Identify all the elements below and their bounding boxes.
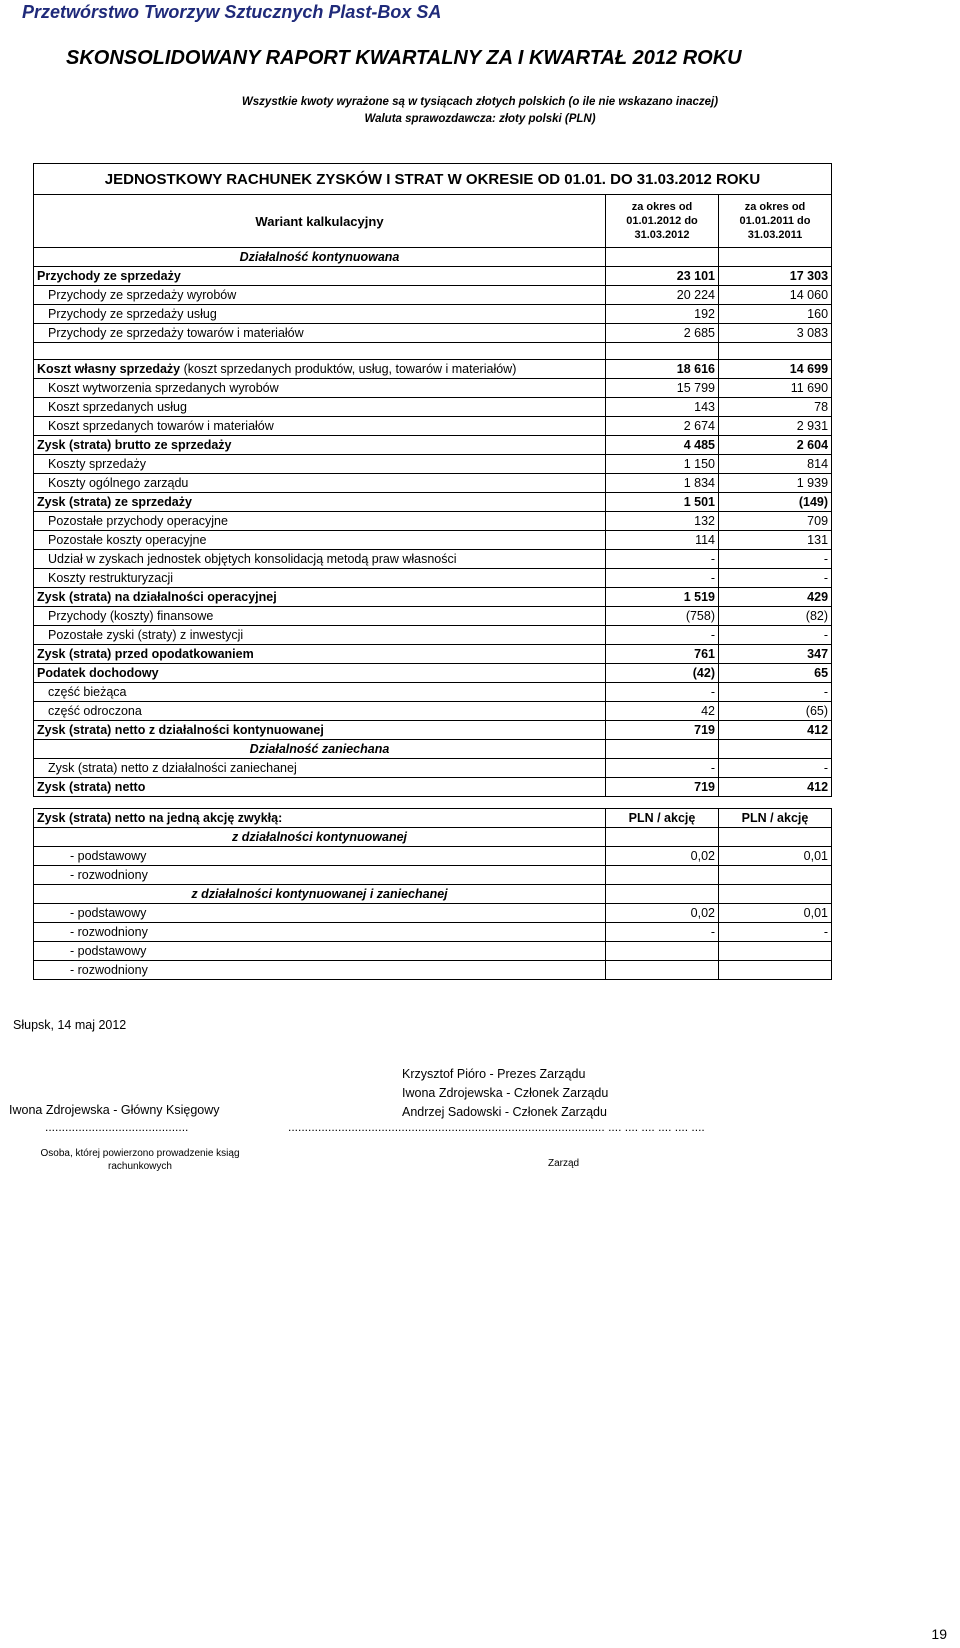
value-2011: 78 [719,398,832,417]
chief-accountant: Iwona Zdrojewska - Główny Księgowy [9,1103,220,1117]
eps-section-continued: z działalności kontynuowanej [34,828,606,847]
value-2011 [719,866,832,885]
board-member: Krzysztof Pióro - Prezes Zarządu [402,1067,586,1081]
value-2011: 412 [719,721,832,740]
value-2011: - [719,626,832,645]
table-row [34,866,832,885]
table-row [34,324,832,343]
value-2011 [719,961,832,980]
reporting-currency-note: Waluta sprawozdawcza: złoty polski (PLN) [364,113,596,125]
table-row [34,379,832,398]
eps-unit-2012: PLN / akcję [606,809,719,828]
row-label: część bieżąca [34,683,606,702]
place-and-date: Słupsk, 14 maj 2012 [13,1018,127,1032]
value-2011: 14 060 [719,286,832,305]
value-2011: - [719,923,832,942]
table-row [34,550,832,569]
value-2012: 2 685 [606,324,719,343]
value-2012 [606,866,719,885]
value-2011: 814 [719,455,832,474]
value-2011: (82) [719,607,832,626]
value-2011: 65 [719,664,832,683]
table-row [34,607,832,626]
table-row [34,417,832,436]
table-row [34,493,832,512]
signature-line-accountant: ........................................... [45,1120,189,1134]
value-2011 [719,942,832,961]
row-label: Koszt sprzedanych towarów i materiałów [34,417,606,436]
caption-board: Zarząd [548,1158,580,1169]
value-2012: 0,02 [606,847,719,866]
value-2012 [606,942,719,961]
value-2011: 14 699 [719,360,832,379]
row-label: Pozostałe koszty operacyjne [34,531,606,550]
value-2012: - [606,569,719,588]
value-2011: 0,01 [719,904,832,923]
value-2012: - [606,683,719,702]
table-row [34,286,832,305]
statement-title: JEDNOSTKOWY RACHUNEK ZYSKÓW I STRAT W OKRESIE OD 01.01. DO 31.03.2012 ROKU [34,164,832,195]
eps-unit-2011: PLN / akcję [719,809,832,828]
value-2011: - [719,683,832,702]
table-row [34,683,832,702]
row-label: Podatek dochodowy [34,664,606,683]
value-2012 [606,961,719,980]
row-label: Przychody ze sprzedaży [34,267,606,286]
value-2012: 114 [606,531,719,550]
row-label: Udział w zyskach jednostek objętych konsolidacją metodą praw własności [34,550,606,569]
section-row [34,885,832,904]
table-row [34,626,832,645]
row-label: Przychody ze sprzedaży usług [34,305,606,324]
row-label: Koszt sprzedanych usług [34,398,606,417]
value-2011: 429 [719,588,832,607]
column-header-2011: za okres od 01.01.2011 do 31.03.2011 [719,195,832,248]
value-2011: - [719,759,832,778]
section-row [34,740,832,759]
value-2012: - [606,626,719,645]
eps-section-total: z działalności kontynuowanej i zaniechanej [34,885,606,904]
value-2012: - [606,923,719,942]
row-label: Pozostałe przychody operacyjne [34,512,606,531]
table-row [34,645,832,664]
row-label: - podstawowy [34,847,606,866]
value-2012: 143 [606,398,719,417]
section-continued-operations: Działalność kontynuowana [34,248,606,267]
value-2012: 132 [606,512,719,531]
value-2012: 761 [606,645,719,664]
table-row [34,360,832,379]
board-members [402,1065,608,1122]
row-label: Koszty sprzedaży [34,455,606,474]
section-discontinued-operations: Działalność zaniechana [34,740,606,759]
currency-note: Wszystkie kwoty wyrażone są w tysiącach złotych polskich (o ile nie wskazano inaczej) [241,96,719,108]
row-label: Przychody (koszty) finansowe [34,607,606,626]
row-label: Pozostałe zyski (straty) z inwestycji [34,626,606,645]
value-2012: (42) [606,664,719,683]
row-label: - podstawowy [34,942,606,961]
value-2011: 131 [719,531,832,550]
row-label-main: Koszt własny sprzedaży [37,361,181,376]
value-2011: 2 931 [719,417,832,436]
row-label: Zysk (strata) netto [34,778,606,797]
table-row [34,904,832,923]
row-label [34,360,606,379]
board-member: Andrzej Sadowski - Członek Zarządu [402,1105,607,1119]
table-row [34,721,832,740]
value-2012: 15 799 [606,379,719,398]
value-2011: 347 [719,645,832,664]
row-label: Zysk (strata) brutto ze sprzedaży [34,436,606,455]
value-2012: 4 485 [606,436,719,455]
value-2012: 23 101 [606,267,719,286]
section-row [34,828,832,847]
row-label: Przychody ze sprzedaży towarów i materiałów [34,324,606,343]
value-2012: (758) [606,607,719,626]
row-label: Przychody ze sprzedaży wyrobów [34,286,606,305]
row-label: Koszty restrukturyzacji [34,569,606,588]
value-2012: 42 [606,702,719,721]
caption-accountant: Osoba, której powierzono prowadzenie ksiąg rachunkowych [40,1148,240,1172]
row-label: Koszty ogólnego zarządu [34,474,606,493]
variant-label: Wariant kalkulacyjny [34,195,606,248]
row-label: Zysk (strata) przed opodatkowaniem [34,645,606,664]
income-statement-table [33,163,832,797]
value-2012: 2 674 [606,417,719,436]
value-2011: - [719,550,832,569]
column-header-2012: za okres od 01.01.2012 do 31.03.2012 [606,195,719,248]
row-label: część odroczona [34,702,606,721]
value-2011: 11 690 [719,379,832,398]
value-2011: (149) [719,493,832,512]
spacer-row [34,343,832,360]
value-2011: (65) [719,702,832,721]
signature-line-board: ............................................................................................... .... .... .... .... .... .... [288,1120,705,1134]
value-2012: 18 616 [606,360,719,379]
table-row [34,778,832,797]
page-number: 19 [931,1626,947,1642]
value-2012: 1 501 [606,493,719,512]
table-row [34,455,832,474]
row-label: - rozwodniony [34,866,606,885]
value-2011: 17 303 [719,267,832,286]
value-2012: 719 [606,721,719,740]
table-row [34,759,832,778]
table-row [34,398,832,417]
table-row [34,847,832,866]
row-label-extra: (koszt sprzedanych produktów, usług, towarów i materiałów) [180,361,517,376]
value-2011: 412 [719,778,832,797]
value-2012: 0,02 [606,904,719,923]
row-label: Zysk (strata) netto z działalności kontynuowanej [34,721,606,740]
value-2012: 1 519 [606,588,719,607]
row-label: Koszt wytworzenia sprzedanych wyrobów [34,379,606,398]
row-label: Zysk (strata) ze sprzedaży [34,493,606,512]
value-2011: 1 939 [719,474,832,493]
table-row [34,512,832,531]
table-row [34,569,832,588]
table-row [34,267,832,286]
row-label: Zysk (strata) na działalności operacyjnej [34,588,606,607]
value-2011: 0,01 [719,847,832,866]
row-label: - rozwodniony [34,961,606,980]
value-2012: 1 150 [606,455,719,474]
value-2012: - [606,550,719,569]
table-row [34,702,832,721]
table-row [34,664,832,683]
table-row [34,961,832,980]
row-label: - rozwodniony [34,923,606,942]
earnings-per-share-table [33,808,832,980]
value-2011: 709 [719,512,832,531]
report-title: SKONSOLIDOWANY RAPORT KWARTALNY ZA I KWARTAŁ 2012 ROKU [66,47,742,69]
table-row [34,942,832,961]
board-member: Iwona Zdrojewska - Członek Zarządu [402,1086,609,1100]
row-label: - podstawowy [34,904,606,923]
table-row [34,531,832,550]
table-row [34,436,832,455]
value-2012: - [606,759,719,778]
value-2012: 192 [606,305,719,324]
table-row [34,305,832,324]
value-2011: 2 604 [719,436,832,455]
value-2011: 160 [719,305,832,324]
value-2011: 3 083 [719,324,832,343]
value-2012: 719 [606,778,719,797]
row-label: Zysk (strata) netto z działalności zaniechanej [34,759,606,778]
company-name: Przetwórstwo Tworzyw Sztucznych Plast-Box SA [22,2,442,22]
value-2011: - [719,569,832,588]
table-row [34,588,832,607]
table-row [34,474,832,493]
value-2012: 1 834 [606,474,719,493]
table-row [34,923,832,942]
value-2012: 20 224 [606,286,719,305]
eps-title: Zysk (strata) netto na jedną akcję zwykłą: [34,809,606,828]
